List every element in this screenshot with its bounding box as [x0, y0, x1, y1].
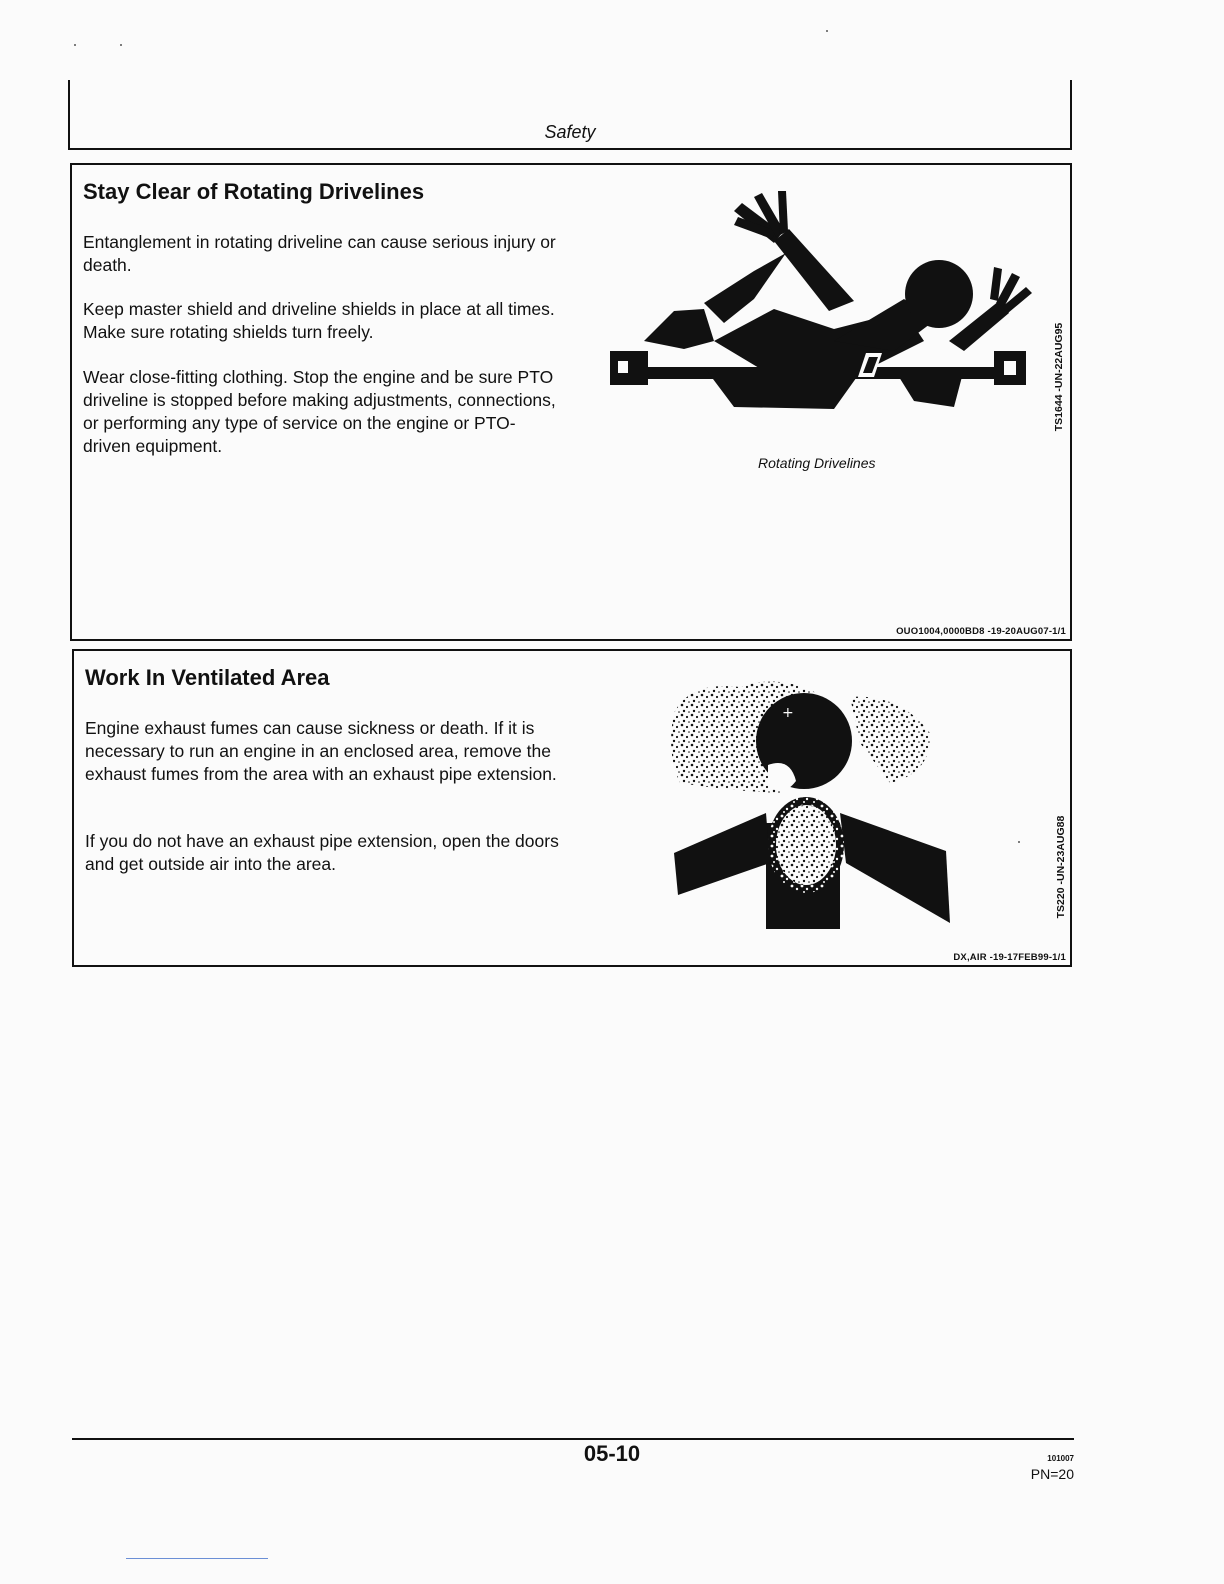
footer-rule — [72, 1438, 1074, 1440]
page-number: 05-10 — [583, 1441, 641, 1466]
paragraph: Engine exhaust fumes can cause sickness or death. If it is necessary to run an engine in an enclosed area, remove the exhaust fumes from the area with an exhaust pipe extension. — [85, 718, 557, 784]
paragraph: If you do not have an exhaust pipe extension, open the doors and get outside air into the area. — [85, 831, 559, 874]
paragraph: Wear close-fitting clothing. Stop the engine and be sure PTO driveline is stopped before making adjustments, connections, or performing any type of service on the engine or PTO-driven equipment. — [83, 367, 556, 456]
exhaust-fumes-illustration — [670, 673, 960, 933]
section-title: Work In Ventilated Area — [85, 665, 330, 690]
figure-caption: Rotating Drivelines — [758, 455, 876, 471]
scan-speck — [120, 44, 122, 46]
paragraph: Keep master shield and driveline shields in place at all times. Make sure rotating shields turn freely. — [83, 299, 555, 342]
section-rotating-drivelines — [70, 163, 1072, 641]
rotating-driveline-illustration — [604, 191, 1034, 421]
figure-code: TS220 -UN-23AUG88 — [1055, 815, 1067, 919]
paragraph: Entanglement in rotating driveline can cause serious injury or death. — [83, 232, 556, 275]
reference-code: DX,AIR -19-17FEB99-1/1 — [953, 952, 1066, 963]
footer-code: 101007 — [1047, 1454, 1074, 1463]
scan-speck — [826, 30, 828, 32]
footer-pn: PN=20 — [1030, 1466, 1074, 1482]
section-title: Stay Clear of Rotating Drivelines — [83, 179, 425, 204]
svg-text:+: + — [782, 705, 794, 721]
scan-speck — [74, 44, 76, 46]
section-ventilated-area — [72, 649, 1072, 967]
scan-mark-line — [126, 1558, 268, 1559]
figure-code: TS1644 -UN-22AUG95 — [1053, 322, 1065, 432]
scan-speck — [1018, 841, 1020, 843]
page-header-title: Safety — [544, 122, 596, 142]
header-frame — [68, 80, 1072, 150]
reference-code: OUO1004,0000BD8 -19-20AUG07-1/1 — [896, 626, 1066, 637]
